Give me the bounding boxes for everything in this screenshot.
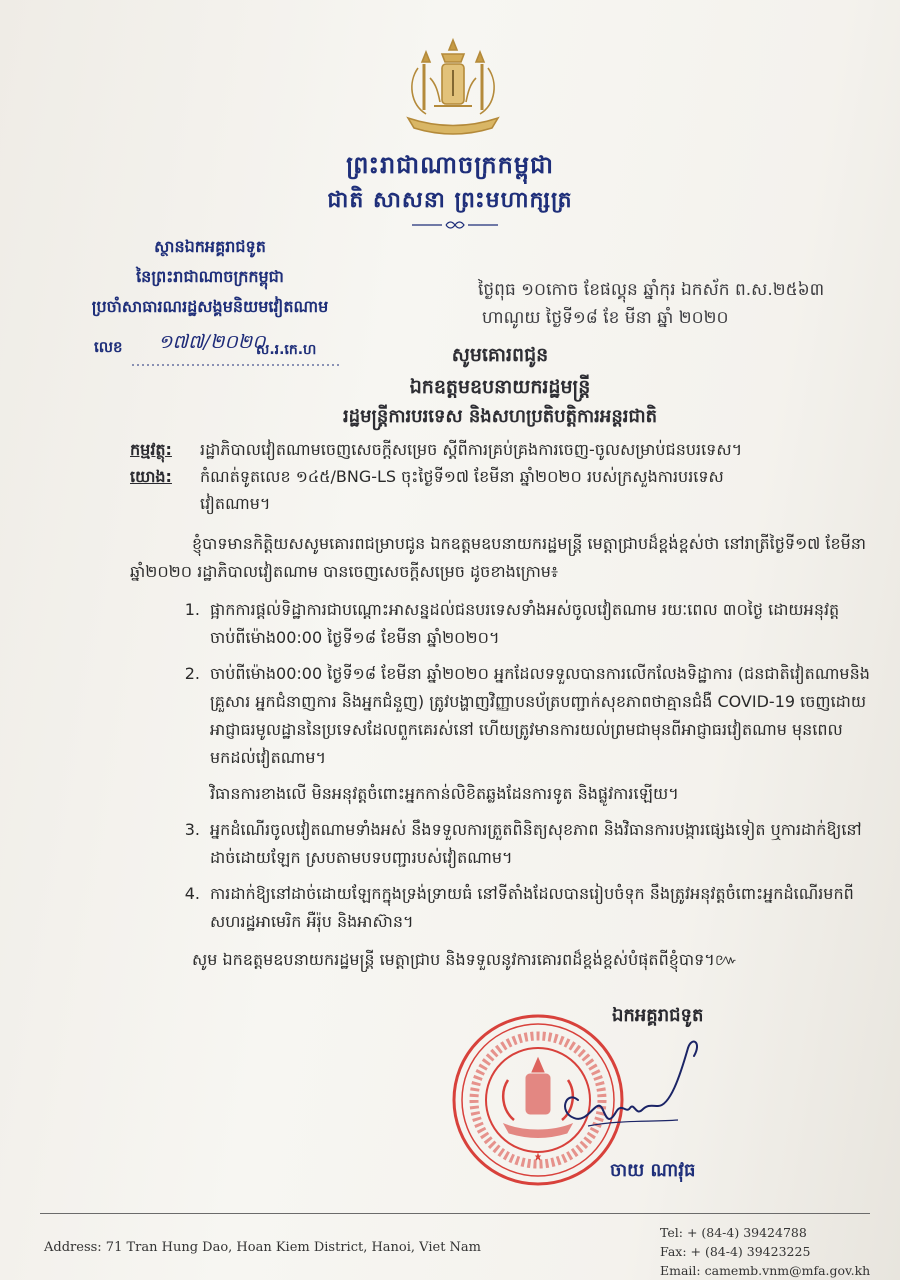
- list-item: [130, 816, 870, 872]
- reference-label: លេខ: [94, 338, 123, 356]
- footer-divider: [40, 1213, 870, 1214]
- reference-note-label: យោង:: [130, 467, 172, 486]
- footer-contacts: [660, 1223, 870, 1280]
- list-item-text: ការដាក់ឱ្យនៅដាច់ដោយឡែកក្នុងទ្រង់ទ្រាយធំ នៅទីតាំងដែលបានរៀបចំទុក នឹងត្រូវអនុវត្តចំពោះអ្នកដំណើរមកពីសហរដ្ឋអាមេរិក អឺរ៉ុប និងអាស៊ាន។: [210, 884, 854, 931]
- addressee-title: ឯកឧត្តមឧបនាយករដ្ឋមន្ត្រី: [409, 376, 591, 398]
- footer-fax: Fax: + (84-4) 39423225: [660, 1244, 811, 1259]
- list-item-number: 2.: [184, 664, 200, 683]
- addressee-ministry: រដ្ឋមន្ត្រីការបរទេស និងសហប្រតិបត្តិការអន្តរជាតិ: [342, 406, 658, 427]
- decision-list: [130, 596, 870, 936]
- intro-paragraph: ខ្ញុំបាទមានកិត្តិយសសូមគោរពជម្រាបជូន ឯកឧត្តមឧបនាយករដ្ឋមន្ត្រី មេត្តាជ្រាបដ៏ខ្ពង់ខ្ពស់ថា នៅរាត្រីថ្ងៃទី១៧ ខែមីនា ឆ្នាំ២០២០ រដ្ឋាភិបាលវៀតណាម បានចេញសេចក្តីសម្រេច ដូចខាងក្រោម៖: [130, 534, 867, 581]
- subject-text: រដ្ឋាភិបាលវៀតណាមចេញសេចក្តីសម្រេច ស្តីពីការគ្រប់គ្រងការចេញ-ចូលសម្រាប់ជនបរទេស។: [200, 440, 743, 459]
- embassy-header: [60, 232, 360, 322]
- list-item-number: 4.: [184, 884, 200, 903]
- footer-address: Address: 71 Tran Hung Dao, Hoan Kiem District, Hanoi, Viet Nam: [44, 1240, 481, 1255]
- embassy-line-1: ស្ថានឯកអគ្គរាជទូត: [154, 237, 266, 256]
- footer-tel: Tel: + (84-4) 39424788: [660, 1225, 807, 1240]
- list-item-text: ផ្អាកការផ្តល់ទិដ្ឋាការជាបណ្តោះអាសន្នដល់ជនបរទេសទាំងអស់ចូលវៀតណាម រយៈពេល ៣០ថ្ងៃ ដោយអនុវត្តចាប់ពីម៉ោង00:00 ថ្ងៃទី១៨ ខែមីនា ឆ្នាំ២០២០។: [210, 600, 840, 647]
- national-motto: ជាតិ សាសនា ព្រះមហាក្សត្រ: [327, 188, 573, 213]
- reference-note-text: កំណត់ទូតលេខ ១៤៥/BNG-LS ចុះថ្ងៃទី១៧ ខែមីនា ឆ្នាំ២០២០ របស់ក្រសួងការបរទេស: [200, 467, 724, 486]
- addressee-block: [250, 338, 750, 432]
- signer-name: ចាយ ណាវុធ: [610, 1160, 696, 1181]
- letter-body: [130, 530, 870, 974]
- reference-note-continuation: វៀតណាម។: [200, 494, 271, 513]
- salutation: សូមគោរពជូន: [451, 344, 549, 366]
- embassy-line-2: នៃព្រះរាជាណាចក្រកម្ពុជា: [136, 267, 284, 286]
- reference-suffix: ស.រ.កេ.ហ: [256, 342, 317, 358]
- reference-number: ១៧៧/២០២០: [158, 331, 266, 353]
- lunar-date: ថ្ងៃពុធ ១០កោច ខែផល្គុន ឆ្នាំកុរ ឯកស័ក ព.ស.២៥៦៣: [478, 280, 825, 300]
- royal-arms-emblem-icon: [398, 34, 508, 138]
- ornament-divider-icon: [410, 220, 500, 230]
- list-item: [130, 880, 870, 936]
- signer-title: ឯកអគ្គរាជទូត: [612, 1005, 704, 1026]
- list-item: [130, 660, 870, 772]
- list-item-text: អ្នកដំណើរចូលវៀតណាមទាំងអស់ នឹងទទួលការត្រួតពិនិត្យសុខភាព និងវិធានការបង្ការផ្សេងទៀត ឬការដាក់ឱ្យនៅដាច់ដោយឡែក ស្របតាមបទបញ្ជារបស់វៀតណាម។: [210, 820, 862, 867]
- list-item-number: 3.: [184, 820, 200, 839]
- list-item-text: ចាប់ពីម៉ោង00:00 ថ្ងៃទី១៨ ខែមីនា ឆ្នាំ២០២០ អ្នកដែលទទួលបានការលើកលែងទិដ្ឋាការ (ជនជាតិវៀតណាមនិងគ្រួសារ អ្នកជំនាញការ និងអ្នកជំនួញ) ត្រូវបង្ហាញវិញ្ញាបនប័ត្របញ្ជាក់សុខភាពថាគ្មានជំងឺ COVID-19 ចេញដោយអាជ្ញាធរមូលដ្ឋាននៃប្រទេសដែលពួកគេរស់នៅ ហើយត្រូវមានការយល់ព្រមជាមុនពីអាជ្ញាធរវៀតណាម មុនពេលមកដល់វៀតណាម។: [210, 664, 870, 767]
- list-item: [130, 596, 870, 652]
- kingdom-title: ព្រះរាជាណាចក្រកម្ពុជា: [346, 151, 554, 179]
- closing-paragraph: សូម ឯកឧត្តមឧបនាយករដ្ឋមន្ត្រី មេត្តាជ្រាប និងទទួលនូវការគោរពដ៏ខ្ពង់ខ្ពស់បំផុតពីខ្ញុំបាទ។៚: [192, 950, 738, 969]
- subject-label: កម្មវត្ថុ:: [130, 440, 172, 459]
- handwritten-signature-icon: [548, 1030, 748, 1140]
- list-item-number: 1.: [184, 600, 200, 619]
- embassy-line-3: ប្រចាំសាធារណរដ្ឋសង្គមនិយមវៀតណាម: [91, 297, 329, 316]
- footer-email[interactable]: Email: camemb.vnm@mfa.gov.kh: [660, 1263, 871, 1278]
- solar-date: ហាណូយ ថ្ងៃទី១៨ ខែ មីនា ឆ្នាំ ២០២០: [482, 308, 729, 328]
- subject-block: [130, 436, 870, 517]
- exemption-note: វិធានការខាងលើ មិនអនុវត្តចំពោះអ្នកកាន់លិខិតឆ្លងដែនការទូត និងផ្លូវការឡើយ។: [210, 784, 679, 803]
- date-block: [478, 276, 868, 332]
